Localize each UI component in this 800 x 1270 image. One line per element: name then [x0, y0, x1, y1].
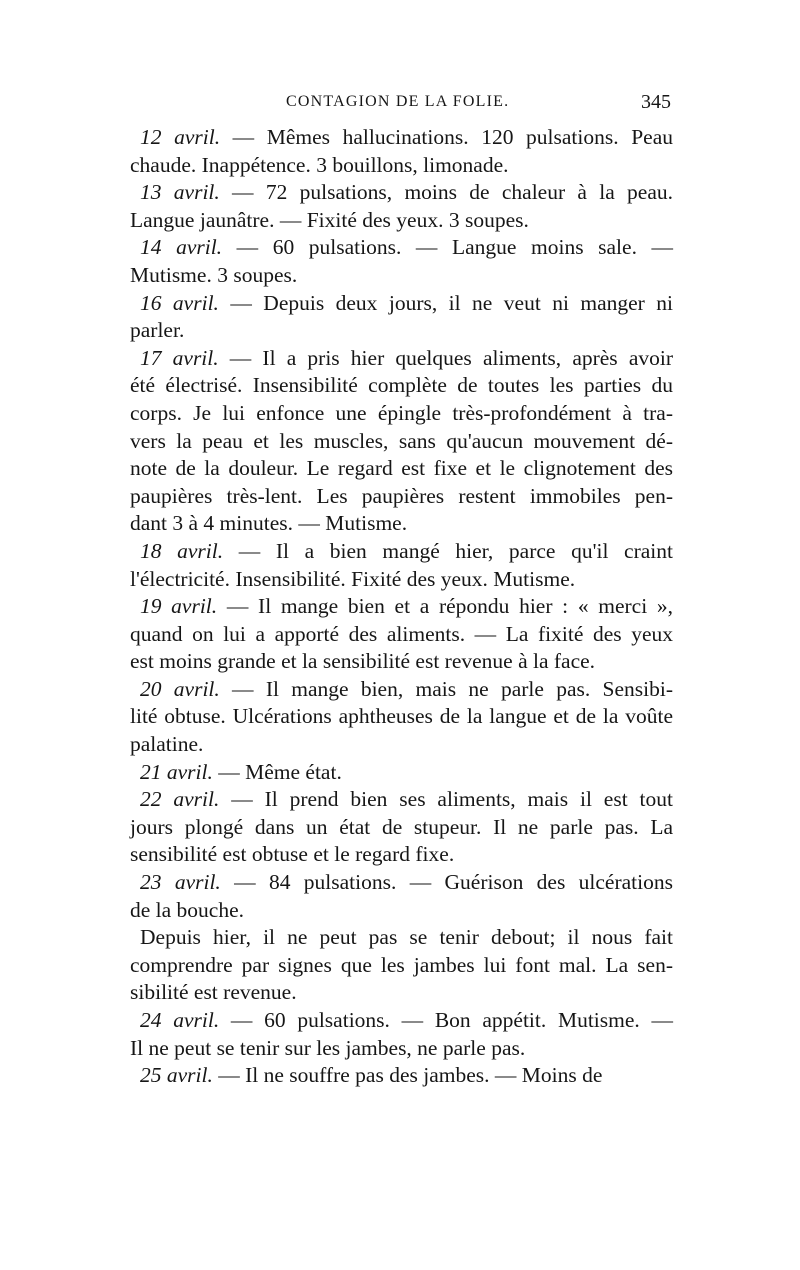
- text-line: [130, 345, 673, 373]
- entry-date: 13 avril.: [140, 180, 220, 205]
- line-text: — Il prend bien ses aliments, mais il est tout: [219, 787, 674, 812]
- line-text: chaude. Inappétence. 3 bouillons, limonade.: [130, 152, 509, 177]
- text-line: [130, 924, 673, 952]
- line-text: sensibilité est obtuse et le regard fixe.: [130, 842, 455, 867]
- line-text: Mutisme. 3 soupes.: [130, 262, 298, 287]
- text-line: [130, 179, 673, 207]
- text-line: [130, 372, 673, 400]
- text-line: [130, 759, 673, 787]
- entry-date: 21 avril.: [140, 759, 213, 784]
- line-text: paupières très-lent. Les paupières restent immobiles pen-: [130, 483, 673, 508]
- entry-date: 18 avril.: [140, 538, 224, 563]
- line-text: palatine.: [130, 732, 204, 757]
- line-text: vers la peau et les muscles, sans qu'aucun mouvement dé-: [130, 428, 673, 453]
- line-text: est moins grande et la sensibilité est revenue à la face.: [130, 649, 596, 674]
- line-text: — 60 pulsations. — Langue moins sale. —: [222, 235, 674, 260]
- text-line: [130, 1007, 673, 1035]
- line-text: — 72 pulsations, moins de chaleur à la peau.: [219, 180, 673, 205]
- text-line: [130, 455, 673, 483]
- text-line: [130, 703, 673, 731]
- text-line: [130, 400, 673, 428]
- text-line: [130, 428, 673, 456]
- entry-date: 17 avril.: [140, 345, 219, 370]
- page-number: 345: [641, 91, 671, 113]
- entry-date: 25 avril.: [140, 1063, 213, 1088]
- text-line: [130, 786, 673, 814]
- line-text: Depuis hier, il ne peut pas se tenir debout; il nous fait: [140, 925, 673, 950]
- journal-entry: [130, 924, 673, 1007]
- entry-date: 20 avril.: [140, 676, 220, 701]
- text-line: [130, 290, 673, 318]
- running-title: CONTAGION DE LA FOLIE.: [286, 93, 510, 110]
- line-text: quand on lui a apporté des aliments. — La fixité des yeux: [130, 621, 673, 646]
- journal-entry: [130, 538, 673, 593]
- line-text: jours plongé dans un état de stupeur. Il ne parle pas. La: [130, 814, 673, 839]
- text-line: [130, 869, 673, 897]
- entry-date: 22 avril.: [140, 787, 220, 812]
- line-text: — Il mange bien et a répondu hier : « merci »,: [217, 594, 674, 619]
- text-line: [130, 952, 673, 980]
- line-text: corps. Je lui enfonce une épingle très-profondément à tra-: [130, 400, 673, 425]
- line-text: Langue jaunâtre. — Fixité des yeux. 3 soupes.: [130, 207, 529, 232]
- line-text: lité obtuse. Ulcérations aphtheuses de la langue et de la voûte: [130, 704, 673, 729]
- journal-entry: [130, 290, 673, 345]
- line-text: — Il mange bien, mais ne parle pas. Sensibi-: [219, 676, 673, 701]
- text-line: [130, 207, 673, 235]
- text-line: [130, 124, 673, 152]
- line-text: — Depuis deux jours, il ne veut ni manger ni: [218, 290, 674, 315]
- line-text: — Il a bien mangé hier, parce qu'il craint: [223, 538, 673, 563]
- body-text: [130, 124, 673, 1090]
- entry-date: 14 avril.: [140, 235, 223, 260]
- text-line: [130, 1035, 673, 1063]
- text-line: [130, 262, 673, 290]
- line-text: — Même état.: [212, 759, 342, 784]
- text-line: [130, 152, 673, 180]
- journal-entry: [130, 676, 673, 759]
- text-line: [130, 841, 673, 869]
- journal-entry: [130, 786, 673, 869]
- entry-date: 16 avril.: [140, 290, 219, 315]
- journal-entry: [130, 593, 673, 676]
- line-text: — 84 pulsations. — Guérison des ulcérations: [220, 870, 673, 895]
- journal-entry: [130, 234, 673, 289]
- line-text: Il ne peut se tenir sur les jambes, ne parle pas.: [130, 1035, 526, 1060]
- journal-entry: [130, 759, 673, 787]
- text-line: [130, 621, 673, 649]
- line-text: note de la douleur. Le regard est fixe et le clignotement des: [130, 456, 673, 481]
- line-text: l'électricité. Insensibilité. Fixité des yeux. Mutisme.: [130, 566, 576, 591]
- text-line: [130, 1062, 673, 1090]
- journal-entry: [130, 1007, 673, 1062]
- text-line: [130, 648, 673, 676]
- journal-entry: [130, 345, 673, 538]
- text-line: [130, 566, 673, 594]
- line-text: parler.: [130, 318, 185, 343]
- entry-date: 23 avril.: [140, 870, 221, 895]
- text-line: [130, 510, 673, 538]
- text-line: [130, 483, 673, 511]
- journal-entry: [130, 124, 673, 179]
- text-line: [130, 731, 673, 759]
- journal-entry: [130, 179, 673, 234]
- journal-entry: [130, 869, 673, 924]
- text-line: [130, 234, 673, 262]
- text-line: [130, 897, 673, 925]
- text-line: [130, 317, 673, 345]
- line-text: été électrisé. Insensibilité complète de toutes les parties du: [130, 373, 673, 398]
- journal-entry: [130, 1062, 673, 1090]
- entry-date: 19 avril.: [140, 594, 218, 619]
- line-text: de la bouche.: [130, 897, 245, 922]
- text-line: [130, 538, 673, 566]
- line-text: — Mêmes hallucinations. 120 pulsations. Peau: [220, 125, 673, 149]
- line-text: sibilité est revenue.: [130, 980, 297, 1005]
- entry-date: 24 avril.: [140, 1008, 220, 1032]
- line-text: — Il ne souffre pas des jambes. — Moins de: [212, 1063, 603, 1088]
- text-line: [130, 814, 673, 842]
- line-text: comprendre par signes que les jambes lui font mal. La sen-: [130, 952, 673, 977]
- entry-date: 12 avril.: [140, 125, 221, 149]
- line-text: — Il a pris hier quelques aliments, après avoir: [218, 345, 673, 370]
- text-line: [130, 593, 673, 621]
- text-line: [130, 676, 673, 704]
- text-line: [130, 979, 673, 1007]
- line-text: — 60 pulsations. — Bon appétit. Mutisme. —: [219, 1008, 673, 1032]
- line-text: dant 3 à 4 minutes. — Mutisme.: [130, 511, 408, 536]
- page-header: [286, 90, 671, 114]
